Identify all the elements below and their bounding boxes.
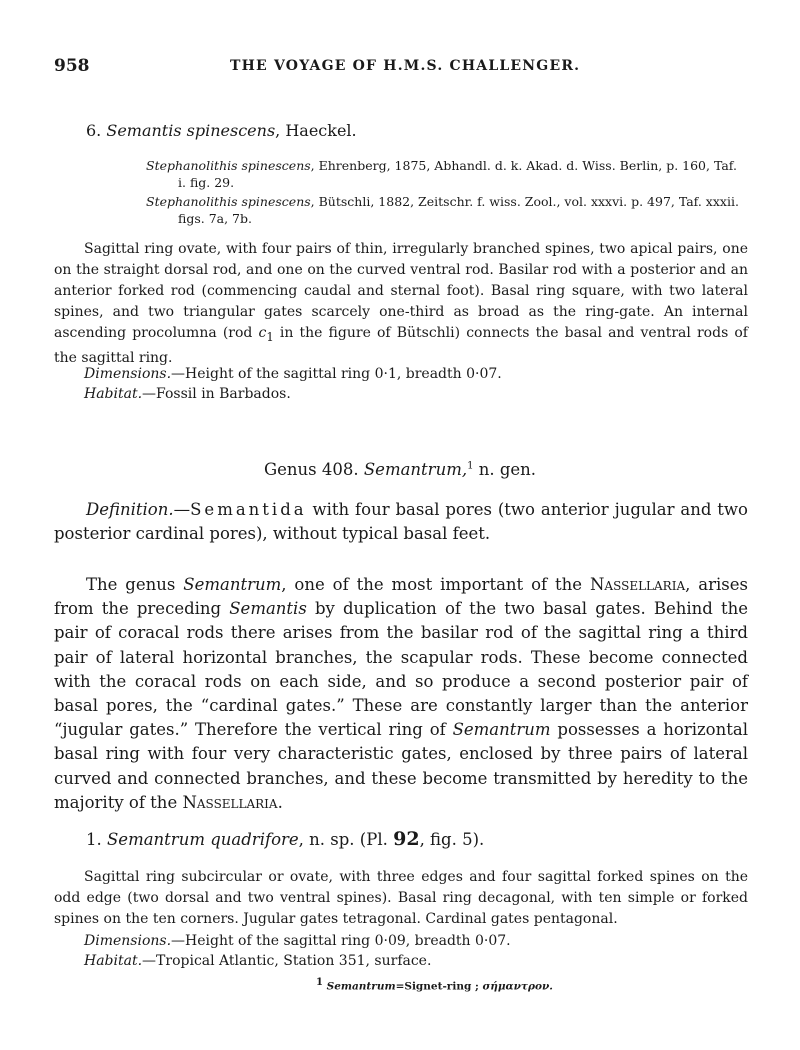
genus-heading: Genus 408. Semantrum,$^1$ n. gen. (263, 460, 537, 479)
habitat-line: Habitat.—Fossil in Barbados. (84, 386, 291, 402)
page-header (54, 56, 746, 78)
habitat-line: Habitat.—Tropical Atlantic, Station 351, surface. (84, 953, 432, 969)
page-number: 958 (54, 56, 90, 76)
species-name: Semantrum quadrifore (107, 830, 299, 849)
species-description: Sagittal ring ovate, with four pairs of thin, irregularly branched spines, two apical pairs, one on the straight dorsal rod, and one on the curved ventral rod. Basilar rod with a posterior and an anterior forked rod (commencing caudal and sternal foot). Basal ring square, with two lateral spines, and two triangular gates scarcely one-third as broad as the ring-gate. An internal ascending procolumna (rod $c_1$ in the figure of Bütschli) connects the basal and ventral rods of the sagittal ring. (54, 241, 748, 366)
species-name: Semantis spinescens (106, 121, 276, 140)
species-heading-semantis-spinescens: 6. Semantis spinescens, Haeckel. (86, 121, 357, 140)
footnote: $^1$ Semantrum=Signet-ring ; σήμαντρον. (316, 977, 553, 993)
species-heading-semantrum-quadrifore: 1. Semantrum quadrifore, n. sp. (Pl. 92, fig. 5). (86, 828, 485, 850)
synonymy-entry: Stephanolithis spinescens, Ehrenberg, 1875, Abhandl. d. k. Akad. d. Wiss. Berlin, p. 160, Taf. i. fig. 29. (146, 158, 737, 190)
footnote-marker: 1 (467, 460, 474, 472)
synonymy-entry: Stephanolithis spinescens, Bütschli, 1882, Zeitschr. f. wiss. Zool., vol. xxxvi. p. 497, Taf. xxxii. figs. 7a, 7b. (146, 194, 739, 226)
running-title: THE VOYAGE OF H.M.S. CHALLENGER. (230, 58, 581, 74)
plate-number: 92 (393, 828, 420, 850)
genus-definition: Definition.—Semantida with four basal pores (two anterior jugular and two posterior cardinal pores), without typical basal feet. (54, 500, 748, 544)
dimensions-line: Dimensions.—Height of the sagittal ring 0·1, breadth 0·07. (84, 366, 502, 382)
species-description: Sagittal ring subcircular or ovate, with three edges and four sagittal forked spines on the odd edge (two dorsal and two ventral spines). Basal ring decagonal, with ten simple or forked spines on the ten corners. Jugular gates tetragonal. Cardinal gates pentagonal. (54, 869, 748, 927)
genus-discussion-paragraph: The genus Semantrum, one of the most important of the Nassellaria, arises from the preceding Semantis by duplication of the two basal gates. Behind the pair of coracal rods there arises from the basilar rod of the sagittal ring a third pair of lateral horizontal branches, the scapular rods. These become connected with the coracal rods on each side, and so produce a second posterior pair of basal pores, the “cardinal gates.” These are constantly larger than the anterior “jugular gates.” Therefore the vertical ring of Semantrum possesses a horizontal basal ring with four very characteristic gates, enclosed by three pairs of lateral curved and connected branches, and these become transmitted by heredity to the majority of the Nassellaria. (54, 575, 748, 812)
dimensions-line: Dimensions.—Height of the sagittal ring 0·09, breadth 0·07. (84, 933, 511, 949)
